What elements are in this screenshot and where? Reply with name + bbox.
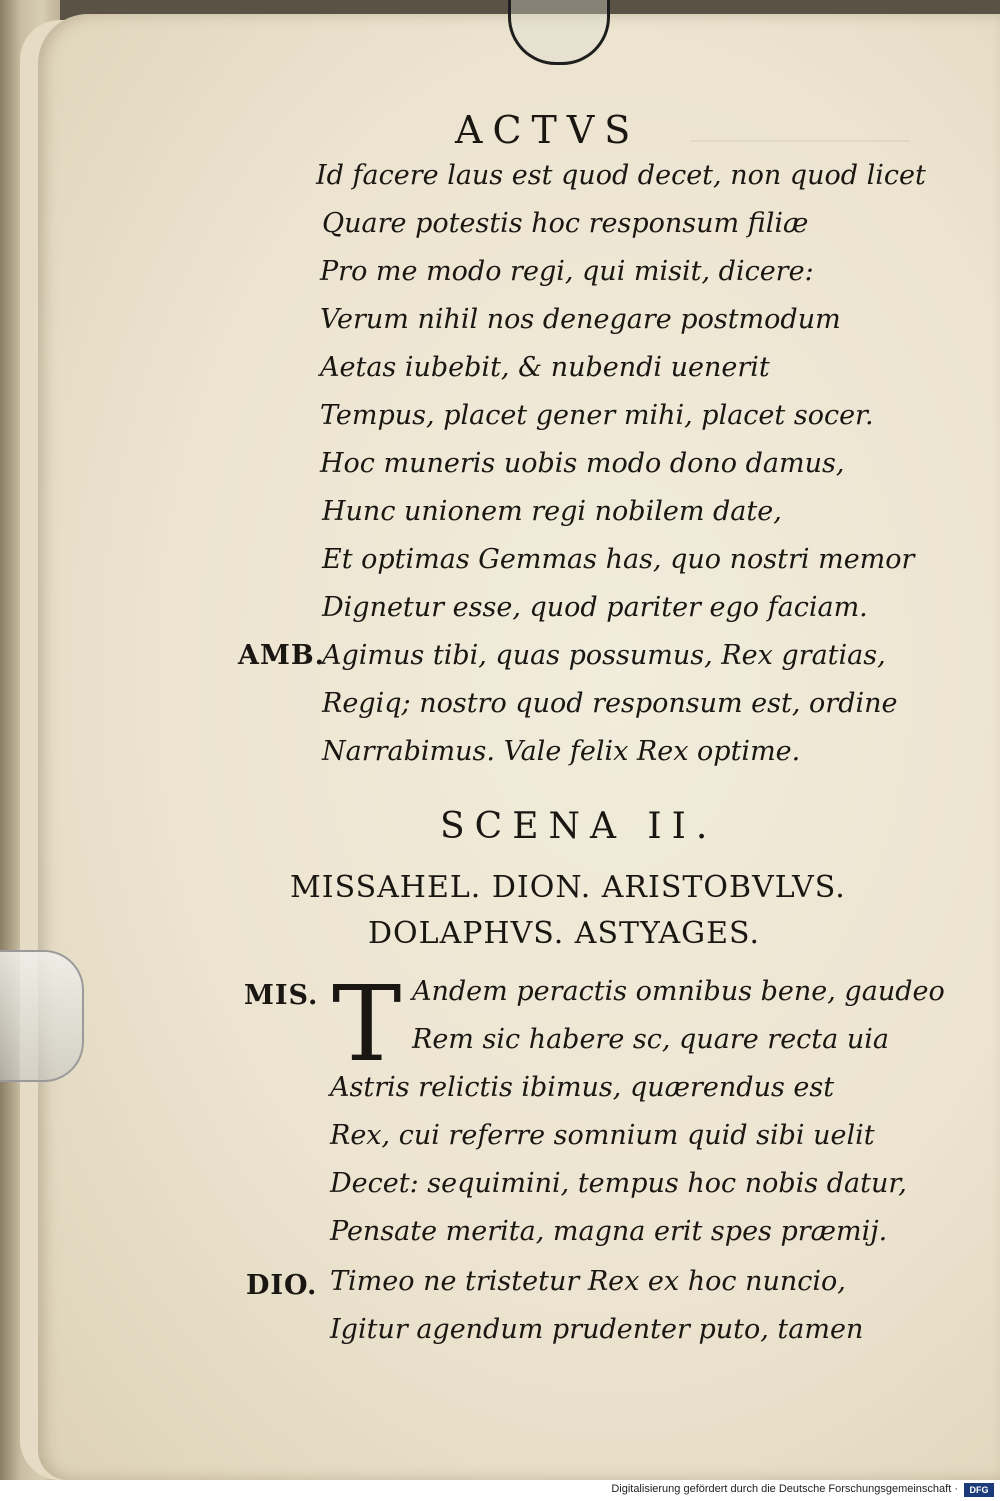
verse-line: Aetas iubebit, & nubendi uenerit (320, 352, 770, 383)
cast-list-line-2: DOLAPHVS. ASTYAGES. (368, 916, 761, 951)
verse-line: Narrabimus. Vale felix Rex optime. (322, 736, 801, 767)
footer-credit: Digitalisierung gefördert durch die Deutsche Forschungsgemeinschaft · (611, 1483, 958, 1495)
verse-line: Rem sic habere sc, quare recta uia (412, 1024, 889, 1055)
verse-line: Dignetur esse, quod pariter ego faciam. (322, 592, 868, 623)
speaker-mis: MIS. (244, 980, 319, 1011)
verse-line: Quare potestis hoc responsum filiæ (322, 208, 809, 239)
verse-line: Hunc unionem regi nobilem date, (322, 496, 782, 527)
verse-line: Tempus, placet gener mihi, placet socer. (320, 400, 874, 431)
verse-line: Rex, cui referre somnium quid sibi uelit (330, 1120, 875, 1151)
verse-line: Astris relictis ibimus, quærendus est (330, 1072, 835, 1103)
drop-capital: T (332, 963, 402, 1085)
page-clip-left (0, 950, 84, 1082)
verse-line: Pro me modo regi, qui misit, dicere: (320, 256, 814, 287)
speaker-amb: AMB. (238, 640, 326, 671)
verse-line: Id facere laus est quod decet, non quod licet (316, 160, 926, 191)
verse-line: Verum nihil nos denegare postmodum (320, 304, 841, 335)
verse-line: Igitur agendum prudenter puto, tamen (330, 1314, 864, 1345)
show-through (690, 110, 910, 142)
verse-line: Andem peractis omnibus bene, gaudeo (412, 976, 945, 1007)
verse-line: Hoc muneris uobis modo dono damus, (320, 448, 845, 479)
running-head: ACTVS (455, 108, 641, 152)
scene-title: SCENA II. (440, 806, 718, 847)
verse-line: Timeo ne tristetur Rex ex hoc nuncio, (330, 1266, 846, 1297)
verse-line: Agimus tibi, quas possumus, Rex gratias, (322, 640, 886, 671)
verse-line: Pensate merita, magna erit spes præmij. (330, 1216, 888, 1247)
speaker-dio: DIO. (246, 1270, 318, 1301)
verse-line: Decet: sequimini, tempus hoc nobis datur, (330, 1168, 907, 1199)
dfg-logo: DFG (964, 1483, 994, 1497)
verse-line: Regiq; nostro quod responsum est, ordine (322, 688, 898, 719)
cast-list-line-1: MISSAHEL. DION. ARISTOBVLVS. (290, 870, 846, 905)
verse-line: Et optimas Gemmas has, quo nostri memor (322, 544, 915, 575)
